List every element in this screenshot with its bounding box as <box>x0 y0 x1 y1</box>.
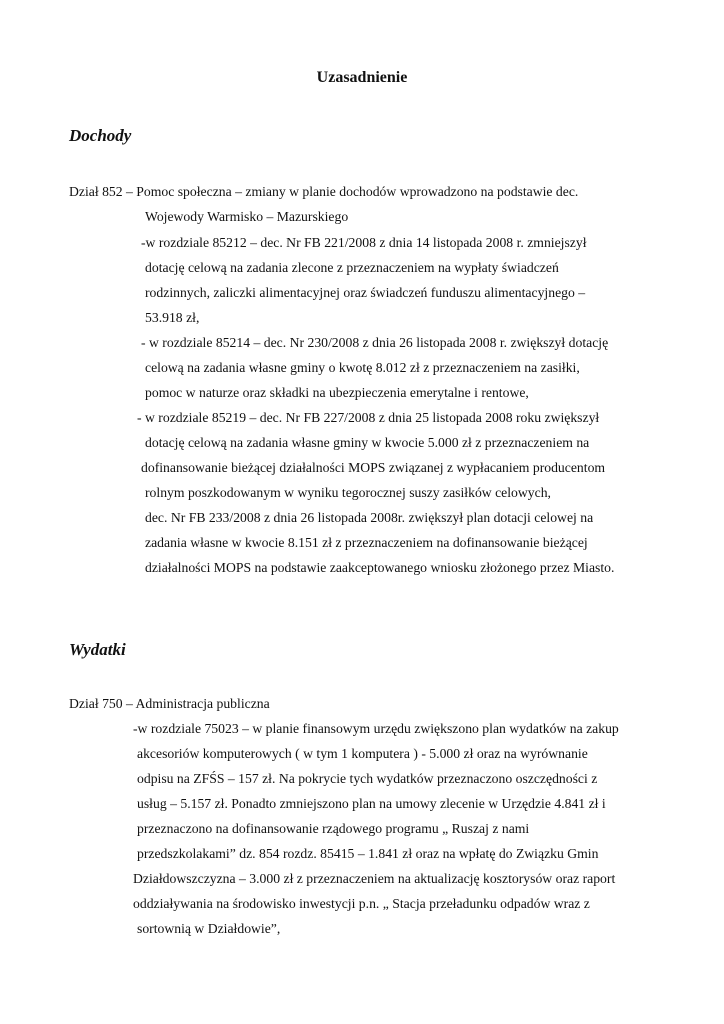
expenses-line: przedszkolakami” dz. 854 rozdz. 85415 – 1.841 zł oraz na wpłatę do Związku Gmin <box>137 846 599 861</box>
income-line: dofinansowanie bieżącej działalności MOPS związanej z wypłacaniem producentom <box>141 460 606 475</box>
expenses-line: -w rozdziale 75023 – w planie finansowym urzędu zwiększono plan wydatków na zakup <box>133 721 619 736</box>
income-line: dotację celową na zadania zlecone z przeznaczeniem na wypłaty świadczeń <box>145 260 559 275</box>
income-line: - w rozdziale 85214 – dec. Nr 230/2008 z dnia 26 listopada 2008 r. zwiększył dotację <box>141 335 609 350</box>
income-heading: Dochody <box>69 126 132 145</box>
expenses-line: usług – 5.157 zł. Ponadto zmniejszono plan na umowy zlecenie w Urzędzie 4.841 zł i <box>137 796 606 811</box>
expenses-line: przeznaczono na dofinansowanie rządowego programu „ Ruszaj z nami <box>137 821 530 836</box>
expenses-line: Dział 750 – Administracja publiczna <box>69 696 270 711</box>
expenses-line: Działdowszczyzna – 3.000 zł z przeznaczeniem na aktualizację kosztorysów oraz raport <box>133 871 616 886</box>
income-line: pomoc w naturze oraz składki na ubezpieczenia emerytalne i rentowe, <box>145 385 529 400</box>
income-line: Wojewody Warmisko – Mazurskiego <box>145 209 349 224</box>
income-line: zadania własne w kwocie 8.151 zł z przeznaczeniem na dofinansowanie bieżącej <box>145 535 588 550</box>
income-line: celową na zadania własne gminy o kwotę 8.012 zł z przeznaczeniem na zasiłki, <box>145 360 580 375</box>
income-line: działalności MOPS na podstawie zaakceptowanego wniosku złożonego przez Miasto. <box>145 560 615 575</box>
income-line: rolnym poszkodowanym w wyniku tegorocznej suszy zasiłków celowych, <box>145 485 551 500</box>
income-line: dotację celową na zadania własne gminy w kwocie 5.000 zł z przeznaczeniem na <box>145 435 590 450</box>
document-title: Uzasadnienie <box>316 69 408 86</box>
income-line: - w rozdziale 85219 – dec. Nr FB 227/2008 z dnia 25 listopada 2008 roku zwiększył <box>137 410 600 425</box>
expenses-heading: Wydatki <box>69 640 126 659</box>
income-line: 53.918 zł, <box>145 310 200 325</box>
income-line: dec. Nr FB 233/2008 z dnia 26 listopada 2008r. zwiększył plan dotacji celowej na <box>145 510 594 525</box>
expenses-line: sortownią w Działdowie”, <box>137 921 281 936</box>
expenses-line: akcesoriów komputerowych ( w tym 1 komputera ) - 5.000 zł oraz na wyrównanie <box>137 746 588 761</box>
income-line: rodzinnych, zaliczki alimentacyjnej oraz świadczeń funduszu alimentacyjnego – <box>145 285 586 300</box>
expenses-line: odpisu na ZFŚS – 157 zł. Na pokrycie tych wydatków przeznaczono oszczędności z <box>137 771 598 786</box>
income-line: Dział 852 – Pomoc społeczna – zmiany w planie dochodów wprowadzono na podstawie dec. <box>69 184 579 199</box>
income-line: -w rozdziale 85212 – dec. Nr FB 221/2008 z dnia 14 listopada 2008 r. zmniejszył <box>141 235 587 250</box>
expenses-line: oddziaływania na środowisko inwestycji p.n. „ Stacja przeładunku odpadów wraz z <box>133 896 590 911</box>
